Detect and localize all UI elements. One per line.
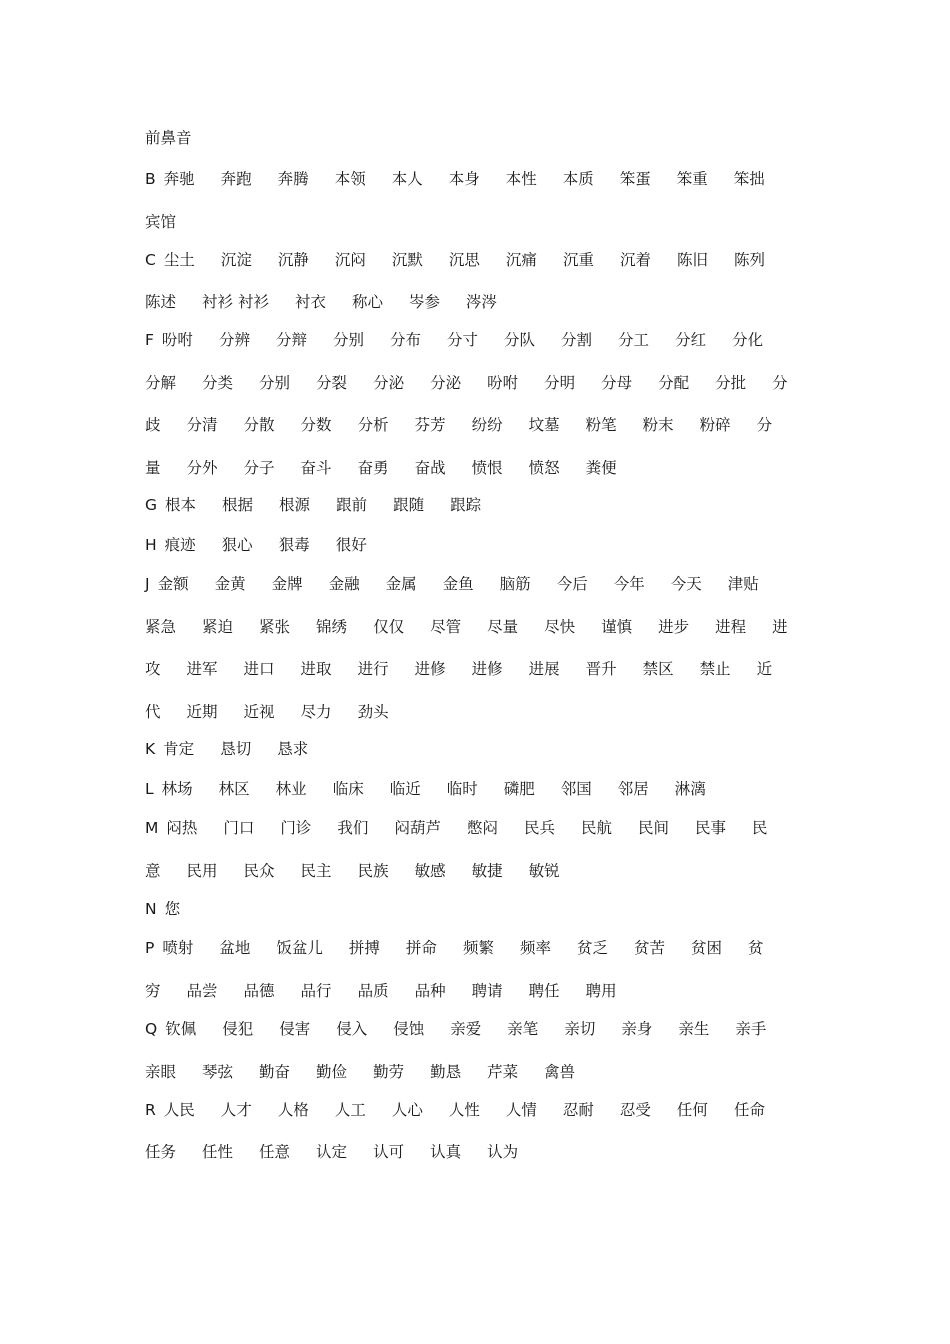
word: 人性 bbox=[448, 1101, 480, 1119]
page-heading: 前鼻音 bbox=[145, 129, 192, 147]
word: 本质 bbox=[562, 170, 594, 188]
word: 琴弦 bbox=[202, 1063, 234, 1081]
section-letter: Q bbox=[145, 1020, 158, 1038]
word: 谨慎 bbox=[601, 618, 633, 636]
word: 敏捷 bbox=[471, 862, 503, 880]
word: 奔驰 bbox=[163, 170, 195, 188]
word: 金牌 bbox=[271, 575, 303, 593]
section-letter: M bbox=[145, 819, 159, 837]
word: 任意 bbox=[259, 1143, 291, 1161]
word: 侵蚀 bbox=[393, 1020, 425, 1038]
word: 我们 bbox=[337, 819, 369, 837]
word: 门口 bbox=[223, 819, 255, 837]
word: 分辩 bbox=[275, 331, 307, 349]
word: 劲头 bbox=[357, 703, 389, 721]
word: 忍受 bbox=[619, 1101, 651, 1119]
word: 跟前 bbox=[336, 496, 368, 514]
section-letter: L bbox=[145, 780, 154, 798]
word: 拼搏 bbox=[348, 939, 380, 957]
word: 贫 bbox=[748, 939, 764, 957]
word: 分批 bbox=[715, 374, 747, 392]
word: 人情 bbox=[505, 1101, 537, 1119]
word: 分化 bbox=[732, 331, 764, 349]
word: 进口 bbox=[243, 660, 275, 678]
word: 分数 bbox=[300, 416, 332, 434]
word: 聘任 bbox=[528, 982, 560, 1000]
word: 笨重 bbox=[676, 170, 708, 188]
word: 今后 bbox=[556, 575, 588, 593]
word: 品尝 bbox=[186, 982, 218, 1000]
word: 分类 bbox=[202, 374, 234, 392]
word: 进行 bbox=[357, 660, 389, 678]
word-line bbox=[145, 980, 643, 1002]
word: 吩咐 bbox=[487, 374, 519, 392]
word: 跟踪 bbox=[450, 496, 482, 514]
word: 品种 bbox=[414, 982, 446, 1000]
word-line bbox=[145, 616, 814, 638]
word: 品质 bbox=[357, 982, 389, 1000]
word: 分配 bbox=[658, 374, 690, 392]
section-letter: R bbox=[145, 1101, 156, 1119]
word: 尽管 bbox=[430, 618, 462, 636]
word: 民主 bbox=[300, 862, 332, 880]
word: 分红 bbox=[675, 331, 707, 349]
word: 敏感 bbox=[414, 862, 446, 880]
word: 钦佩 bbox=[165, 1020, 197, 1038]
word: 本性 bbox=[505, 170, 537, 188]
word: 临床 bbox=[332, 780, 364, 798]
word: 人才 bbox=[220, 1101, 252, 1119]
word: 分别 bbox=[332, 331, 364, 349]
word: 淋漓 bbox=[674, 780, 706, 798]
word: 任命 bbox=[733, 1101, 765, 1119]
word: 笨拙 bbox=[733, 170, 765, 188]
word: 恳切 bbox=[220, 740, 252, 758]
word: 量 bbox=[145, 459, 161, 477]
word: 本领 bbox=[334, 170, 366, 188]
word: 进修 bbox=[471, 660, 503, 678]
word: 进展 bbox=[528, 660, 560, 678]
word: 忍耐 bbox=[562, 1101, 594, 1119]
word: 沉痛 bbox=[505, 251, 537, 269]
word: 岑参 bbox=[408, 293, 440, 311]
word: 林区 bbox=[218, 780, 250, 798]
word: 分裂 bbox=[316, 374, 348, 392]
word: 民众 bbox=[243, 862, 275, 880]
word: 分析 bbox=[357, 416, 389, 434]
word: 认为 bbox=[487, 1143, 519, 1161]
word: 进步 bbox=[658, 618, 690, 636]
word-line bbox=[145, 658, 798, 680]
word: 饭盆儿 bbox=[276, 939, 323, 957]
word: 贫困 bbox=[691, 939, 723, 957]
word: 频率 bbox=[519, 939, 551, 957]
word: 民事 bbox=[695, 819, 727, 837]
word: 愤恨 bbox=[471, 459, 503, 477]
word: 亲手 bbox=[735, 1020, 767, 1038]
word: 民航 bbox=[580, 819, 612, 837]
word-line bbox=[145, 291, 523, 313]
word: 很好 bbox=[335, 536, 367, 554]
word: 人心 bbox=[391, 1101, 423, 1119]
word: 任务 bbox=[145, 1143, 177, 1161]
word: 亲爱 bbox=[450, 1020, 482, 1038]
word: 勤奋 bbox=[259, 1063, 291, 1081]
word: 品行 bbox=[300, 982, 332, 1000]
word: 邻居 bbox=[617, 780, 649, 798]
word: 亲眼 bbox=[145, 1063, 177, 1081]
word: 奋勇 bbox=[357, 459, 389, 477]
word: 进修 bbox=[414, 660, 446, 678]
word: 粉笔 bbox=[585, 416, 617, 434]
word: 进 bbox=[772, 618, 788, 636]
section-letter: C bbox=[145, 251, 156, 269]
word: 聘请 bbox=[471, 982, 503, 1000]
word: 沉着 bbox=[619, 251, 651, 269]
word-line bbox=[145, 168, 791, 190]
word: 分辨 bbox=[218, 331, 250, 349]
word: 分母 bbox=[601, 374, 633, 392]
word: 贫乏 bbox=[576, 939, 608, 957]
word: 分队 bbox=[504, 331, 536, 349]
word-line bbox=[145, 817, 794, 839]
word: 人民 bbox=[163, 1101, 195, 1119]
word: 人格 bbox=[277, 1101, 309, 1119]
word: 分散 bbox=[243, 416, 275, 434]
word-line bbox=[145, 898, 206, 920]
word: 聘用 bbox=[585, 982, 617, 1000]
word: 临近 bbox=[389, 780, 421, 798]
word: 沉重 bbox=[562, 251, 594, 269]
word: 侵入 bbox=[336, 1020, 368, 1038]
word-line bbox=[145, 778, 732, 800]
word: 分 bbox=[772, 374, 788, 392]
word: 认可 bbox=[373, 1143, 405, 1161]
word: 紧迫 bbox=[202, 618, 234, 636]
word: 金黄 bbox=[214, 575, 246, 593]
word: 根本 bbox=[165, 496, 197, 514]
section-letter: P bbox=[145, 939, 155, 957]
word: 喷射 bbox=[162, 939, 194, 957]
section-letter: B bbox=[145, 170, 156, 188]
word: 金额 bbox=[157, 575, 189, 593]
word: 奋斗 bbox=[300, 459, 332, 477]
word: 民兵 bbox=[523, 819, 555, 837]
word-line bbox=[145, 534, 393, 556]
word-line bbox=[145, 1141, 544, 1163]
word: 吩咐 bbox=[161, 331, 193, 349]
word: 金鱼 bbox=[442, 575, 474, 593]
word: 进程 bbox=[715, 618, 747, 636]
word: 锦绣 bbox=[316, 618, 348, 636]
word: 拼命 bbox=[405, 939, 437, 957]
word: 愤怒 bbox=[528, 459, 560, 477]
word: 磷肥 bbox=[503, 780, 535, 798]
word: 称心 bbox=[351, 293, 383, 311]
word: 根源 bbox=[279, 496, 311, 514]
section-letter: K bbox=[145, 740, 156, 758]
word: 民间 bbox=[638, 819, 670, 837]
word: 侵犯 bbox=[222, 1020, 254, 1038]
word: 坟墓 bbox=[528, 416, 560, 434]
word: 近 bbox=[756, 660, 773, 678]
section-letter: F bbox=[145, 331, 154, 349]
word: 亲生 bbox=[678, 1020, 710, 1038]
word: 认定 bbox=[316, 1143, 348, 1161]
word: 沉闷 bbox=[334, 251, 366, 269]
word: 粉末 bbox=[642, 416, 674, 434]
word: 亲切 bbox=[564, 1020, 596, 1038]
word-line bbox=[145, 573, 785, 595]
word: 奔腾 bbox=[277, 170, 309, 188]
word: 津贴 bbox=[727, 575, 759, 593]
word: 分泌 bbox=[430, 374, 462, 392]
word-line bbox=[145, 738, 334, 760]
word: 衬衫 衬衫 bbox=[202, 293, 269, 311]
word: 本人 bbox=[391, 170, 423, 188]
word-line bbox=[145, 414, 798, 436]
word: 进军 bbox=[186, 660, 218, 678]
word: 人工 bbox=[334, 1101, 366, 1119]
word: 笨蛋 bbox=[619, 170, 651, 188]
word: 贫苦 bbox=[633, 939, 665, 957]
word-line bbox=[145, 494, 507, 516]
word: 金属 bbox=[385, 575, 417, 593]
word: 盆地 bbox=[219, 939, 251, 957]
word: 分工 bbox=[618, 331, 650, 349]
word: 憋闷 bbox=[466, 819, 498, 837]
word: 粪便 bbox=[585, 459, 617, 477]
word: 根据 bbox=[222, 496, 254, 514]
word-line bbox=[145, 860, 586, 882]
word: 攻 bbox=[145, 660, 161, 678]
word: 紧张 bbox=[259, 618, 291, 636]
word: 闷葫芦 bbox=[394, 819, 441, 837]
section-letter: H bbox=[145, 536, 157, 554]
word-line bbox=[145, 211, 202, 233]
word: 跟随 bbox=[393, 496, 425, 514]
word: 分解 bbox=[145, 374, 177, 392]
word-line bbox=[145, 1018, 792, 1040]
word: 禁区 bbox=[642, 660, 674, 678]
word: 晋升 bbox=[585, 660, 617, 678]
word: 分明 bbox=[544, 374, 576, 392]
word: 陈述 bbox=[145, 293, 177, 311]
word: 穷 bbox=[145, 982, 161, 1000]
word-line bbox=[145, 457, 643, 479]
word: 紧急 bbox=[145, 618, 177, 636]
word: 进取 bbox=[300, 660, 332, 678]
word: 勤俭 bbox=[316, 1063, 348, 1081]
word: 分 bbox=[756, 416, 773, 434]
word: 痕迹 bbox=[164, 536, 196, 554]
word: 亲身 bbox=[621, 1020, 653, 1038]
word: 沉思 bbox=[448, 251, 480, 269]
word: 沉默 bbox=[391, 251, 423, 269]
word: 涔涔 bbox=[466, 293, 498, 311]
word-line bbox=[145, 249, 791, 271]
word: 任性 bbox=[202, 1143, 234, 1161]
word-line bbox=[145, 701, 415, 723]
word-line bbox=[145, 1061, 601, 1083]
word: 奔跑 bbox=[220, 170, 252, 188]
word: 任何 bbox=[676, 1101, 708, 1119]
word: 您 bbox=[164, 900, 181, 918]
word: 闷热 bbox=[166, 819, 198, 837]
section-letter: G bbox=[145, 496, 158, 514]
word: 民 bbox=[752, 819, 768, 837]
word: 民用 bbox=[186, 862, 218, 880]
word: 狠心 bbox=[221, 536, 253, 554]
word: 分割 bbox=[561, 331, 593, 349]
word: 侵害 bbox=[279, 1020, 311, 1038]
word: 代 bbox=[145, 703, 161, 721]
word: 分清 bbox=[186, 416, 218, 434]
section-letter: J bbox=[145, 575, 150, 593]
word: 芹菜 bbox=[487, 1063, 519, 1081]
word-line bbox=[145, 329, 789, 351]
word: 分寸 bbox=[447, 331, 479, 349]
word: 分别 bbox=[259, 374, 291, 392]
word: 勤恳 bbox=[430, 1063, 462, 1081]
word: 门诊 bbox=[280, 819, 312, 837]
word: 歧 bbox=[145, 416, 161, 434]
word: 频繁 bbox=[462, 939, 494, 957]
word: 尘土 bbox=[163, 251, 195, 269]
word: 分泌 bbox=[373, 374, 405, 392]
word: 尽量 bbox=[487, 618, 519, 636]
word-line bbox=[145, 372, 814, 394]
word: 分子 bbox=[243, 459, 275, 477]
word: 临时 bbox=[446, 780, 478, 798]
word: 肯定 bbox=[163, 740, 195, 758]
word: 意 bbox=[145, 862, 161, 880]
word: 沉淀 bbox=[220, 251, 252, 269]
word: 近视 bbox=[243, 703, 275, 721]
word: 今年 bbox=[613, 575, 645, 593]
word: 品德 bbox=[243, 982, 275, 1000]
word: 衬衣 bbox=[294, 293, 326, 311]
word: 尽快 bbox=[544, 618, 576, 636]
word: 纷纷 bbox=[471, 416, 503, 434]
word: 敏锐 bbox=[528, 862, 560, 880]
word: 勤劳 bbox=[373, 1063, 405, 1081]
word: 狠毒 bbox=[278, 536, 310, 554]
word: 奋战 bbox=[414, 459, 446, 477]
word: 芬芳 bbox=[414, 416, 446, 434]
word-line bbox=[145, 1099, 791, 1121]
word: 宾馆 bbox=[145, 213, 177, 231]
word: 分外 bbox=[186, 459, 218, 477]
word: 林场 bbox=[161, 780, 193, 798]
word: 禁止 bbox=[699, 660, 731, 678]
word: 民族 bbox=[357, 862, 389, 880]
word: 本身 bbox=[448, 170, 480, 188]
word: 林业 bbox=[275, 780, 307, 798]
word-line bbox=[145, 937, 790, 959]
word: 陈旧 bbox=[676, 251, 708, 269]
word: 亲笔 bbox=[507, 1020, 539, 1038]
word: 邻国 bbox=[560, 780, 592, 798]
word: 分布 bbox=[389, 331, 421, 349]
word: 沉静 bbox=[277, 251, 309, 269]
word: 今天 bbox=[670, 575, 702, 593]
word: 认真 bbox=[430, 1143, 462, 1161]
word: 恳求 bbox=[277, 740, 309, 758]
word: 仅仅 bbox=[373, 618, 405, 636]
word: 脑筋 bbox=[499, 575, 531, 593]
word: 尽力 bbox=[300, 703, 332, 721]
word: 禽兽 bbox=[544, 1063, 576, 1081]
word: 粉碎 bbox=[699, 416, 731, 434]
section-letter: N bbox=[145, 900, 157, 918]
word: 近期 bbox=[186, 703, 218, 721]
word: 陈列 bbox=[733, 251, 765, 269]
word: 金融 bbox=[328, 575, 360, 593]
